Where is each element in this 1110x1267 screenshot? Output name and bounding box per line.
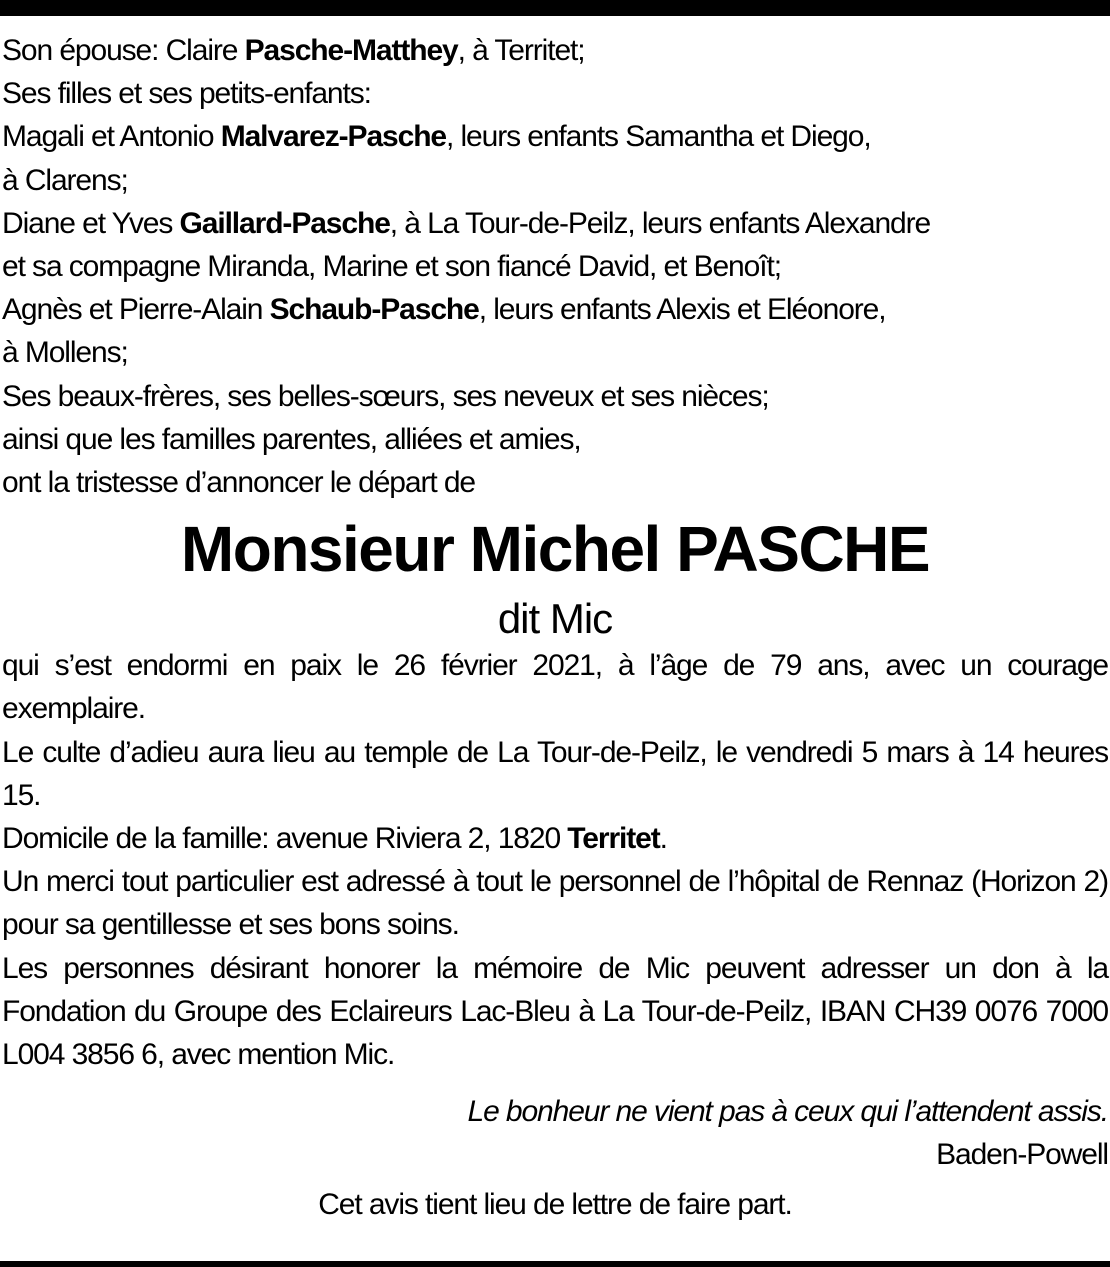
announce-line: ont la tristesse d’annoncer le départ de	[2, 466, 475, 500]
bottom-rule	[0, 1261, 1110, 1267]
family3-name: Schaub-Pasche	[269, 293, 479, 327]
address-town: Territet	[567, 822, 660, 856]
family1-pre: Magali et Antonio	[2, 120, 221, 154]
spouse-post: , à Territet;	[457, 34, 585, 67]
family3-place: à Mollens;	[2, 336, 128, 370]
deceased-nickname: dit Mic	[497, 595, 613, 643]
relatives-line: Ses beaux-frères, ses belles-sœurs, ses neveux et ses nièces;	[2, 379, 769, 413]
top-rule	[0, 0, 1110, 16]
quote-author: Baden-Powell	[936, 1138, 1108, 1172]
donation-paragraph: Les personnes désirant honorer la mémoire de Mic peuvent adresser un don à la Fondation du Groupe des Eclaireurs Lac-Bleu à La Tour-de-Peilz, IBAN CH39 0076 7000 L004 3856 6, avec mention Mic.	[2, 951, 1108, 1072]
address-post: .	[659, 822, 667, 856]
family2-post: , à La Tour-de-Peilz, leurs enfants Alexandre	[389, 206, 931, 240]
spouse-line	[2, 29, 1108, 72]
family3-pre: Agnès et Pierre-Alain	[2, 293, 270, 327]
family3-post: , leurs enfants Alexis et Eléonore,	[478, 293, 886, 327]
service-paragraph: Le culte d’adieu aura lieu au temple de La Tour-de-Peilz, le vendredi 5 mars à 14 heures 15.	[2, 735, 1108, 812]
thanks-paragraph: Un merci tout particulier est adressé à tout le personnel de l’hôpital de Rennaz (Horizon 2) pour sa gentillesse et ses bons soins.	[2, 865, 1108, 942]
family3-line	[2, 288, 1108, 331]
family2-pre: Diane et Yves	[2, 206, 180, 240]
others-line: ainsi que les familles parentes, alliées et amies,	[2, 422, 581, 456]
children-heading: Ses filles et ses petits-enfants:	[2, 77, 371, 111]
address-line	[2, 817, 1108, 860]
family2-line2: et sa compagne Miranda, Marine et son fiancé David, et Benoît;	[2, 250, 781, 284]
family1-post: , leurs enfants Samantha et Diego,	[446, 120, 871, 154]
family1-name: Malvarez-Pasche	[220, 120, 447, 154]
obituary-notice	[2, 29, 1108, 1226]
family2-name: Gaillard-Pasche	[179, 206, 390, 240]
closing-line: Cet avis tient lieu de lettre de faire part.	[318, 1187, 792, 1221]
quote-text: Le bonheur ne vient pas à ceux qui l’attendent assis.	[467, 1095, 1108, 1129]
family1-place: à Clarens;	[2, 163, 128, 197]
spouse-pre: Son épouse: Claire	[2, 34, 245, 67]
spouse-name: Pasche-Matthey	[244, 34, 458, 67]
deceased-name: Monsieur Michel PASCHE	[180, 513, 930, 586]
family1-line	[2, 115, 1108, 158]
passing-paragraph: qui s’est endormi en paix le 26 février 2021, à l’âge de 79 ans, avec un courage exemplaire.	[2, 649, 1108, 726]
address-pre: Domicile de la famille: avenue Riviera 2, 1820	[2, 822, 568, 856]
family2-line	[2, 202, 1108, 245]
